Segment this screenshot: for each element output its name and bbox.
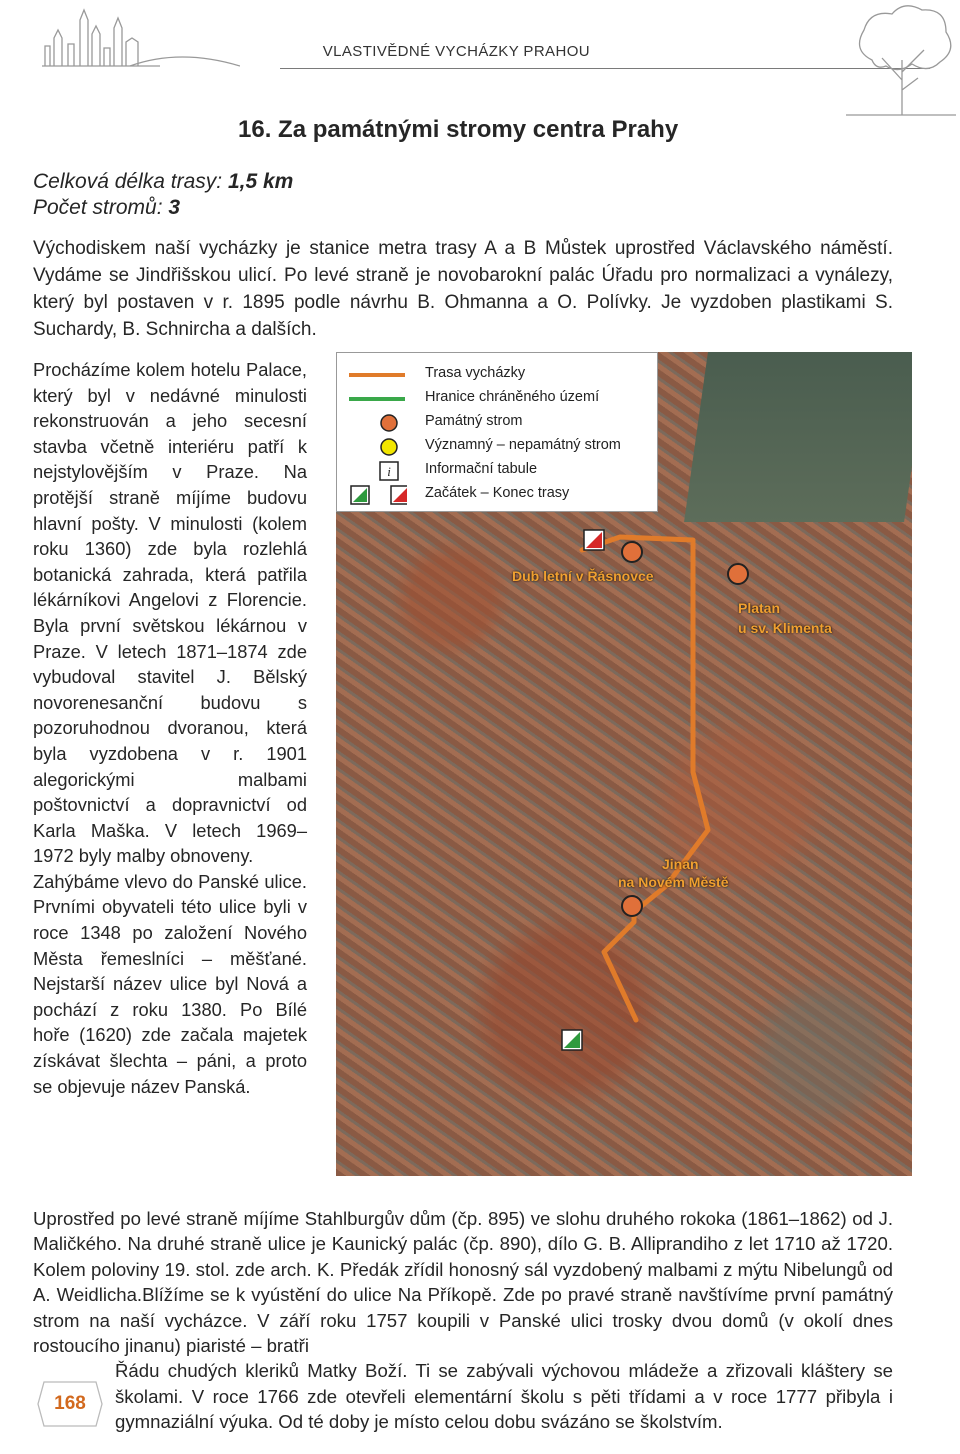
legend-info-board-label: Informační tabule: [425, 461, 538, 477]
legend-boundary-label: Hranice chráněného území: [425, 389, 600, 405]
memorial-tree-jinan: [622, 896, 642, 916]
boundary-line-icon: [347, 389, 407, 409]
info-board-icon: [347, 461, 407, 481]
outro-paragraph: Řádu chudých kleriků Matky Boží. Ti se zabývali výchovou mládeže a zřizovali kláštery se školami. V roce 1766 zde otevřeli elementární školu s pěti třídami a v roce 1777 přibyla i gymnaziální výuka. Od té doby je místo celou dobu svázáno se školstvím.: [115, 1360, 893, 1433]
route-length-label: Celková délka trasy:: [33, 170, 223, 193]
start-marker: [562, 1030, 582, 1050]
route-line-icon: [347, 365, 407, 385]
prague-skyline-logo: [40, 8, 240, 68]
map-label-jinan-2: na Novém Městě: [618, 874, 729, 890]
map-label-platan-2: u sv. Klimenta: [738, 620, 832, 636]
legend-notable-tree: [337, 435, 657, 459]
route-line: [582, 537, 708, 1020]
page-title: 16. Za památnými stromy centra Prahy: [238, 116, 679, 143]
page-number: 168: [54, 1393, 86, 1414]
legend-start-end: [337, 483, 657, 507]
outro-paragraph: Uprostřed po levé straně míjíme Stahlburgův dům (čp. 895) ve slohu druhého rokoka (1861–1862) od J. Maličkého. Na druhé straně ulice je Kaunický palác (čp. 890), dílo G. B. Alliprandiho z let 1710 až 1720. Kolem poloviny 19. stol. zde arch. K. Předák zřídil honosný sál vyzdobený malbami z mýtu Nibelungů od A. Weidlicha.Blížíme se k vyústění do ulice Na Příkopě. Zde po pravé straně navštívíme první památný strom na naší vycházce. V září roku 1757 koupili v Panské ulici trosky dvou domů (v okolí dnes rostoucího jinanu) piaristé – bratři: [33, 1208, 893, 1357]
map-legend: [336, 352, 658, 512]
tree-count-value: 3: [168, 196, 181, 219]
memorial-tree-icon: [347, 413, 407, 433]
series-title: VLASTIVĚDNÉ VYCHÁZKY PRAHOU: [322, 43, 590, 60]
left-column-text: [33, 357, 307, 1099]
legend-info-board: [337, 459, 657, 483]
end-marker: [584, 530, 604, 550]
page-number-badge: [34, 1376, 106, 1430]
legend-notable-tree-label: Významný – nepamátný strom: [425, 437, 621, 453]
left-column-paragraph: Procházíme kolem hotelu Palace, který byl v nedávné minulosti rekonstruován a jeho secesní stavba včetně interiéru patří k nejstylovějším v Praze. Na protější straně míjíme budovu hlavní pošty. V minulosti (kolem roku 1360) zde byla rozlehlá botanická zahrada, která patřila lékárníkovi Angelovi z Florencie. Byla první světskou lékárnou v Praze. V letech 1871–1874 zde vybudoval stavitel J. Bělský novorenesanční budovu s pozoruhodnou dvoranou, která byla vyzdobena v r. 1901 alegorickými malbami poštovnictví a dopravnictví od Karla Maška. V letech 1969–1972 byly malby obnoveny.: [33, 359, 307, 867]
intro-paragraph: Východiskem naší vycházky je stanice metra trasy A a B Můstek uprostřed Václavského náměstí. Vydáme se Jindřišskou ulicí. Po levé straně je novobarokní palác Úřadu pro normalizaci a vynálezy, který byl postaven v r. 1895 podle návrhu B. Ohmanna a O. Polívky. Je vyzdoben plastikami S. Suchardy, B. Schnircha a dalších.: [33, 238, 893, 340]
legend-route: [337, 363, 657, 387]
tree-count-label: Počet stromů:: [33, 196, 163, 219]
outro-text: [33, 1206, 893, 1435]
route-length: [33, 170, 293, 194]
notable-tree-icon: [347, 437, 407, 457]
svg-text:i: i: [387, 464, 391, 479]
memorial-tree-platan: [728, 564, 748, 584]
legend-memorial-tree-label: Památný strom: [425, 413, 523, 429]
header-rule: [280, 68, 930, 69]
legend-memorial-tree: [337, 411, 657, 435]
map-label-platan-1: Platan: [738, 600, 781, 616]
legend-route-label: Trasa vycházky: [425, 365, 526, 381]
left-column-paragraph: Zahýbáme vlevo do Panské ulice. Prvními obyvateli této ulice byli v roce 1348 po založení Nového Města řemeslníci – měšťané. Nejstarší název ulice byl Nová a pochází z roku 1380. Po Bílé hoře (1620) zde začala majetek získávat šlechta – páni, a proto se objevuje název Panská.: [33, 870, 307, 1097]
tree-icon: [842, 0, 960, 118]
map-label-jinan-1: Jinan: [662, 856, 699, 872]
route-length-value: 1,5 km: [227, 170, 294, 193]
memorial-tree-dub: [622, 542, 642, 562]
map-label-dub: Dub letní v Řásnovce: [512, 568, 654, 584]
start-end-icon: [347, 485, 407, 505]
legend-start-end-label: Začátek – Konec trasy: [425, 485, 570, 501]
tree-count: [33, 196, 180, 220]
legend-boundary: [337, 387, 657, 411]
route-map: [336, 352, 912, 1176]
